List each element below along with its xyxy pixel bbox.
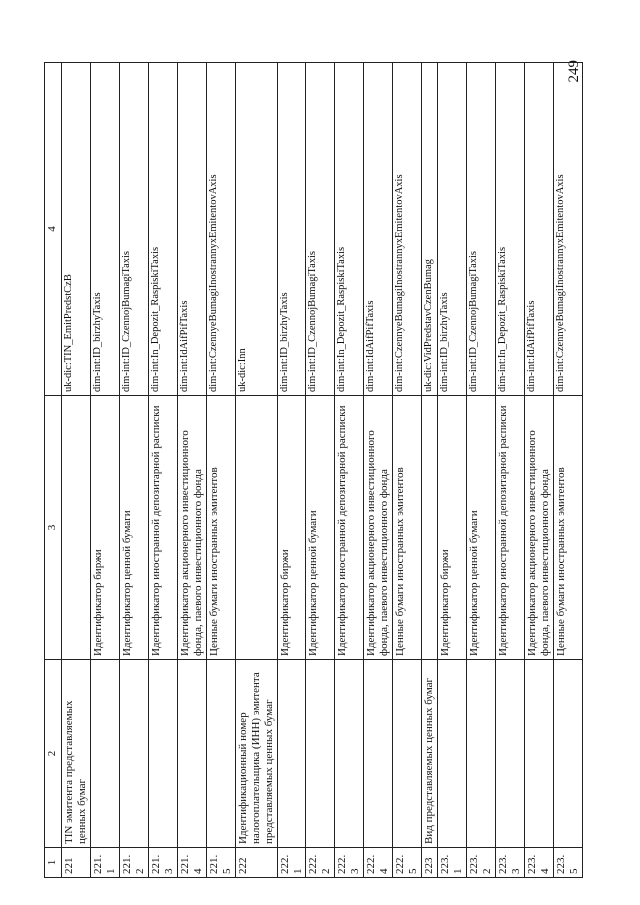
row-number: 221.4 (177, 848, 206, 878)
row-name (148, 660, 177, 848)
table-row (422, 63, 438, 878)
row-description: Ценные бумаги иностранных эмитентов (206, 396, 235, 660)
row-element: dim-int:CzennyeBumagiInostrannyxEmitentovAxis (206, 63, 235, 396)
row-description: Идентификатор иностранной депозитарной расписки (496, 396, 525, 660)
row-number: 222.2 (306, 848, 335, 878)
table-row (496, 63, 525, 878)
row-name: Вид представляемых ценных бумаг (422, 660, 438, 848)
data-table (44, 62, 583, 878)
row-number: 221.1 (90, 848, 119, 878)
column-header: 1 (45, 848, 62, 878)
row-name: TIN эмитента представляемых ценных бумаг (62, 660, 91, 848)
row-number: 222 (235, 848, 277, 878)
row-name (335, 660, 364, 848)
row-description: Идентификатор иностранной депозитарной расписки (148, 396, 177, 660)
row-number: 221.2 (119, 848, 148, 878)
row-description: Идентификатор акционерного инвестиционного фонда, паевого инвестиционного фонда (177, 396, 206, 660)
table-row (553, 63, 582, 878)
row-number: 223.5 (553, 848, 582, 878)
table-row (467, 63, 496, 878)
row-name (393, 660, 422, 848)
table-row (438, 63, 467, 878)
row-element: dim-int:In_Depozit_RaspiskiTaxis (496, 63, 525, 396)
row-name (206, 660, 235, 848)
table-row (206, 63, 235, 878)
row-element: dim-int:ID_birzhyTaxis (277, 63, 306, 396)
column-header: 2 (45, 660, 62, 848)
row-name (525, 660, 554, 848)
row-name (438, 660, 467, 848)
row-element: uk-dic:Inn (235, 63, 277, 396)
row-name (177, 660, 206, 848)
row-element: uk-dic:VidPredstavCzenBumag (422, 63, 438, 396)
row-element: dim-int:In_Depozit_RaspiskiTaxis (335, 63, 364, 396)
row-description (422, 396, 438, 660)
row-number: 223.1 (438, 848, 467, 878)
row-number: 223.4 (525, 848, 554, 878)
row-description: Идентификатор ценной бумаги (119, 396, 148, 660)
row-description: Идентификатор акционерного инвестиционного фонда, паевого инвестиционного фонда (525, 396, 554, 660)
table-row (148, 63, 177, 878)
row-name: Идентификационный номер налогоплательщика (ИНН) эмитента представляемых ценных бумаг (235, 660, 277, 848)
row-number: 222.3 (335, 848, 364, 878)
row-number: 221 (62, 848, 91, 878)
table-row (525, 63, 554, 878)
row-name (496, 660, 525, 848)
table-row (235, 63, 277, 878)
table-row (177, 63, 206, 878)
row-description: Идентификатор акционерного инвестиционного фонда, паевого инвестиционного фонда (364, 396, 393, 660)
row-name (90, 660, 119, 848)
row-element: dim-int:IdAifPifTaxis (525, 63, 554, 396)
row-number: 221.3 (148, 848, 177, 878)
row-description: Идентификатор ценной бумаги (306, 396, 335, 660)
row-number: 222.4 (364, 848, 393, 878)
row-number: 222.1 (277, 848, 306, 878)
row-name (119, 660, 148, 848)
row-element: dim-int:IdAifPifTaxis (364, 63, 393, 396)
row-name (364, 660, 393, 848)
row-element: dim-int:In_Depozit_RaspiskiTaxis (148, 63, 177, 396)
row-name (306, 660, 335, 848)
table-row (277, 63, 306, 878)
table-body (62, 63, 583, 878)
table-row (306, 63, 335, 878)
table-row (393, 63, 422, 878)
row-number: 223.3 (496, 848, 525, 878)
row-name (277, 660, 306, 848)
row-description (235, 396, 277, 660)
table-row (335, 63, 364, 878)
row-description: Ценные бумаги иностранных эмитентов (553, 396, 582, 660)
table-row (62, 63, 91, 878)
row-element: dim-int:ID_CzennojBumagiTaxis (306, 63, 335, 396)
page-number: 249 (566, 60, 582, 83)
column-header: 3 (45, 396, 62, 660)
row-number: 223 (422, 848, 438, 878)
row-description: Идентификатор биржи (90, 396, 119, 660)
row-element: dim-int:ID_CzennojBumagiTaxis (119, 63, 148, 396)
row-element: dim-int:IdAifPifTaxis (177, 63, 206, 396)
column-header: 4 (45, 63, 62, 396)
row-description: Идентификатор биржи (277, 396, 306, 660)
row-element: dim-int:ID_birzhyTaxis (90, 63, 119, 396)
row-name (553, 660, 582, 848)
row-description: Ценные бумаги иностранных эмитентов (393, 396, 422, 660)
row-description: Идентификатор биржи (438, 396, 467, 660)
table-row (364, 63, 393, 878)
row-element: dim-int:ID_birzhyTaxis (438, 63, 467, 396)
row-name (467, 660, 496, 848)
table-row (90, 63, 119, 878)
table-header-row (45, 63, 62, 878)
row-element: dim-int:CzennyeBumagiInostrannyxEmitentovAxis (553, 63, 582, 396)
row-element: dim-int:ID_CzennojBumagiTaxis (467, 63, 496, 396)
row-number: 221.5 (206, 848, 235, 878)
row-description: Идентификатор иностранной депозитарной расписки (335, 396, 364, 660)
row-description: Идентификатор ценной бумаги (467, 396, 496, 660)
row-number: 223.2 (467, 848, 496, 878)
row-description (62, 396, 91, 660)
table-row (119, 63, 148, 878)
row-element: dim-int:CzennyeBumagiInostrannyxEmitentovAxis (393, 63, 422, 396)
row-element: uk-dic:TIN_EmitPredstCzB (62, 63, 91, 396)
row-number: 222.5 (393, 848, 422, 878)
